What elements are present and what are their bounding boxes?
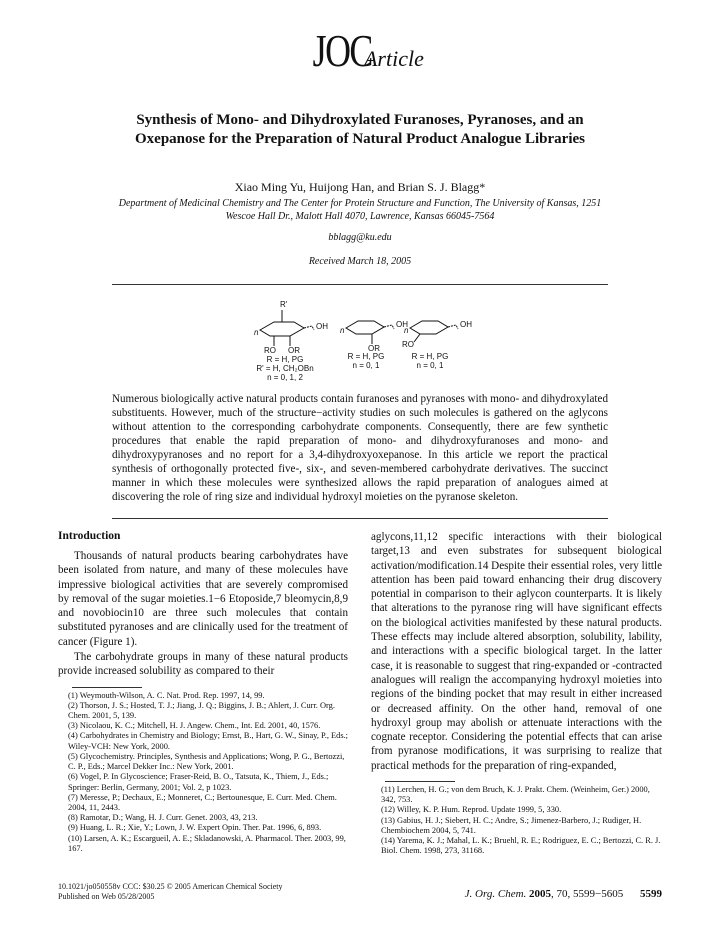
footnote-rule-right <box>385 781 455 782</box>
toc-graphic <box>250 292 490 384</box>
s3-n: n <box>404 326 409 335</box>
left-column <box>58 530 348 854</box>
footnote: (14) Yarema, K. J.; Mahal, L. K.; Bruehl, R. E.; Rodriguez, E. C.; Bertozzi, C. R. J. Biol. Chem. 1998, 273, 31168. <box>381 836 661 856</box>
s2-oh: OH <box>396 320 408 329</box>
s1-n-def: n = 0, 1, 2 <box>267 373 303 382</box>
footnote: (8) Ramotar, D.; Wang, H. J. Curr. Genet. 2003, 43, 213. <box>68 813 258 823</box>
s1-or: OR <box>288 346 300 355</box>
footnote: (10) Larsen, A. K.; Escargueil, A. E.; Skladanowski, A. Pharmacol. Ther. 2003, 99, 167. <box>68 833 346 853</box>
page-number: 5599 <box>640 888 662 900</box>
abstract: Numerous biologically active natural products contain furanoses and pyranoses with mono- and dihydroxylated substituents. However, much of the structure−activity studies on such molecules is gathered on the aglycons without attention to the corresponding carbohydrate components. Consequently, there are few synthetic procedures that enable the rapid preparation of mono- and dihydroxyfuranoses and mono- and dihydroxypyranoses and no report for a 3,4-dihydroxyoxepanose. In this article we report the practical synthesis of orthogonally protected five-, six-, and seven-membered carbohydrate derivatives. The succinct manner in which these molecules were synthesized allows the rapid preparation of analogues aimed at discovering the role of ring size and individual hydroxyl moieties on the pyranose skeleton. <box>112 393 608 503</box>
abstract-bottom-rule <box>112 518 608 519</box>
bond-oh-2 <box>384 325 394 329</box>
s2-n: n <box>340 326 345 335</box>
ring-2 <box>346 321 384 334</box>
footnote-rule-left <box>72 687 142 688</box>
s2-n-def: n = 0, 1 <box>352 361 380 370</box>
footnote: (12) Willey, K. P. Hum. Reprod. Update 1999, 5, 330. <box>381 805 562 815</box>
s1-n: n <box>254 328 259 337</box>
s3-n-def: n = 0, 1 <box>416 361 444 370</box>
citation-year: 2005 <box>529 888 552 900</box>
logo-sub: Article <box>363 46 424 71</box>
s1-ro: RO <box>264 346 276 355</box>
author-list: Xiao Ming Yu, Huijong Han, and Brian S. J. Blagg* <box>234 180 486 194</box>
right-column <box>371 530 662 856</box>
s1-r-def: R = H, PG <box>266 355 304 364</box>
s3-ro: RO <box>402 340 414 349</box>
footer-left <box>58 882 358 902</box>
received-date: Received March 18, 2005 <box>308 256 412 267</box>
s2-r-def: R = H, PG <box>347 352 385 361</box>
intro-paragraph-2: The carbohydrate groups in many of these natural products provide increased solubility as compared to their <box>58 651 348 678</box>
citation-volume-pages: , 70, 5599−5605 <box>551 888 624 900</box>
bond-ro-3 <box>414 334 420 342</box>
bond-oh-3 <box>448 325 458 329</box>
s3-oh: OH <box>460 320 472 329</box>
s1-oh: OH <box>316 322 328 331</box>
doi-line: 10.1021/jo050558v CCC: $30.25 © 2005 American Chemical Society <box>58 882 283 891</box>
published-line: Published on Web 05/28/2005 <box>58 892 155 901</box>
footnote: (6) Vogel, P. In Glycoscience; Fraser-Reid, B. O., Tatsuta, K., Thiem, J., Eds.; Springer: Berlin, Germany, 2001; Vol. 2, p 1023. <box>68 772 329 792</box>
footnote: (9) Huang, L. R.; Xie, Y.; Lown, J. W. Expert Opin. Ther. Pat. 1996, 6, 893. <box>68 823 322 833</box>
intro-paragraph-1: Thousands of natural products bearing carbohydrates have been isolated from nature, and many of these molecules have impressive biological activities that are severely compromised by removal of the sugar moieties.1−6 Etoposide,7 bleomycin,8,9 and novobiocin10 are three such molecules that contain substituted pyranoses and are clinically used for the treatment of cancer (Figure 1). <box>58 550 348 648</box>
journal-name: J. Org. Chem. <box>464 888 527 900</box>
footnote: (5) Glycochemistry. Principles, Synthesis and Applications; Wong, P. G., Bertozzi, C. P., Eds.; Marcel Dekker Inc.: New York, 2001. <box>68 751 345 772</box>
footnote: (7) Meresse, P.; Dechaux, E.; Monneret, C.; Bertounesque, E. Curr. Med. Chem. 2004, 11, 2443. <box>68 792 337 812</box>
logo-main: JOC <box>312 25 372 76</box>
bond-oh-1 <box>304 326 314 330</box>
footnote: (2) Thorson, J. S.; Hosted, T. J.; Jiang, J. Q.; Biggins, J. B.; Ahlert, J. Curr. Org. Chem. 2001, 5, 139. <box>68 700 335 721</box>
affiliation: Department of Medicinal Chemistry and The Center for Protein Structure and Function, The University of Kansas, 1251 Wescoe Hall Dr., Malott Hall 4070, Lawrence, Kansas 66045-7564 <box>118 198 602 222</box>
footnote: (4) Carbohydrates in Chemistry and Biology; Ernst, B., Hart, G. W., Sinay, P., Eds.; Wiley-VCH: New York, 2000. <box>68 731 348 751</box>
abstract-top-rule <box>112 284 608 285</box>
right-paragraph-1: aglycons,11,12 specific interactions with their biological target,13 and even substrates for subsequent biological activation/modification.14 Despite their essential roles, very little attention has been paid toward enhancing their drug discovery potential in comparison to their aglycon counterparts. It is likely that alterations to the pyranose ring will have significant effects on the biological activities manifested by these natural products. These effects may include altered absorption, solubility, lability, and interactions with a specific biological target. In the latter case, it is reasonable to suggest that ring-expanded or -contracted analogues will realign the accompanying hydroxyl moieties into regions of the binding pocket that may result in either increased or decreased affinity. On the other hand, removal of one hydroxyl group may abolish or attenuate interactions with the cognate receptor. Considering the potential effects that can arise from pyranose modifications, it was surprising to realize that practical methods for the preparation of ring-expanded, <box>371 531 662 772</box>
footnote: (11) Lerchen, H. G.; von dem Bruch, K. J. Prakt. Chem. (Weinheim, Ger.) 2000, 342, 753. <box>381 785 650 805</box>
s1-rprime-def: R' = H, CH₂OBn <box>256 364 314 373</box>
article-title: Synthesis of Mono- and Dihydroxylated Furanoses, Pyranoses, and an Oxepanose for the Preparation of Natural Product Analogue Libraries <box>135 112 585 147</box>
footnote: (13) Gabius, H. J.; Siebert, H. C.; Andre, S.; Jimenez-Barbero, J.; Rudiger, H. Chembiochem 2004, 5, 741. <box>381 815 642 835</box>
ring-3 <box>410 321 448 334</box>
s2-or: OR <box>368 344 380 353</box>
journal-logo <box>0 24 720 77</box>
footnote: (1) Weymouth-Wilson, A. C. Nat. Prod. Rep. 1997, 14, 99. <box>68 690 265 700</box>
footer-citation <box>465 888 662 900</box>
s1-rprime: R' <box>280 300 288 309</box>
ring-1 <box>260 322 304 336</box>
footnote: (3) Nicolaou, K. C.; Mitchell, H. J. Angew. Chem., Int. Ed. 2001, 40, 1576. <box>68 721 321 731</box>
intro-heading: Introduction <box>58 530 121 542</box>
author-email[interactable]: bblagg@ku.edu <box>328 232 392 243</box>
s3-r-def: R = H, PG <box>411 352 449 361</box>
